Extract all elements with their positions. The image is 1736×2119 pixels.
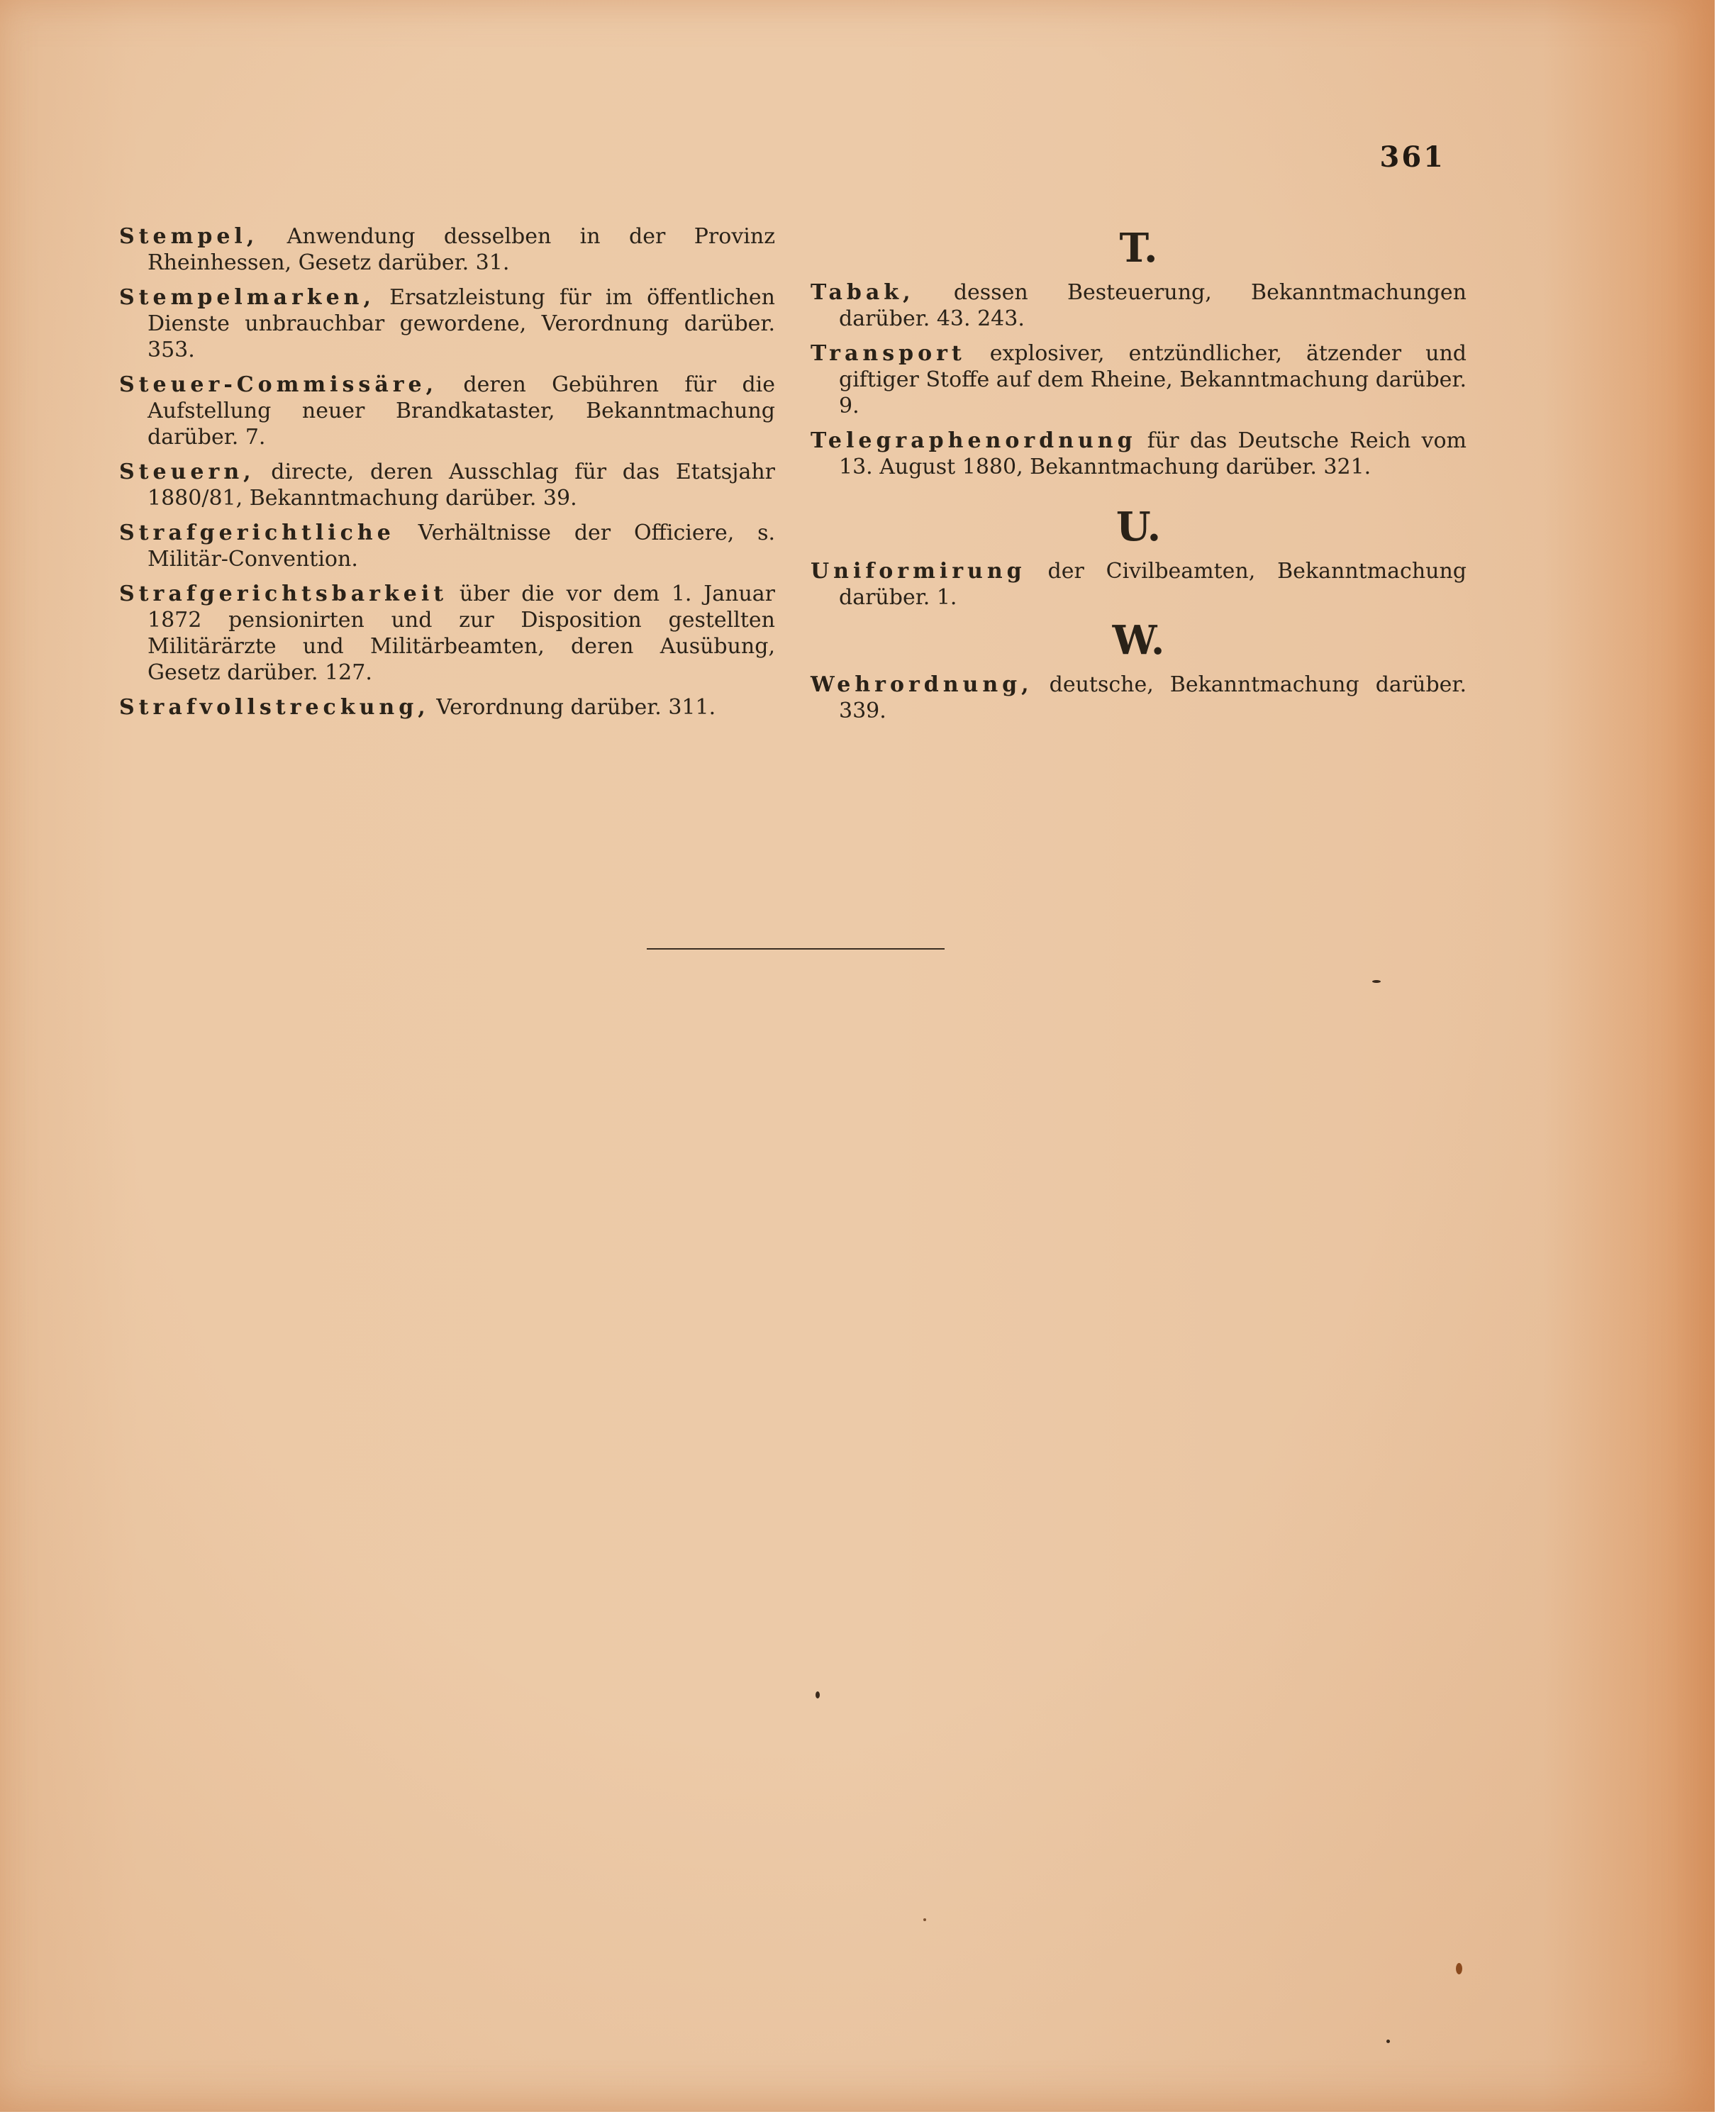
entry-text: der Civilbeamten, Bekanntmachung darüber. 1. [839,559,1467,610]
entry-headword: Steuer-Commissäre, [119,372,438,397]
entry-text: Anwendung desselben in der Provinz Rheinhessen, Gesetz darüber. 31. [148,224,775,275]
section-letter-heading: U. [1115,504,1162,550]
index-entry [119,694,775,721]
entry-text: für das Deutsche Reich vom 13. August 1880, Bekanntmachung darüber. 321. [839,428,1467,479]
entry-text: Ersatzleistung für im öffentlichen Dienste unbrauchbar gewordene, Verordnung darüber. 353. [148,285,775,362]
entry-text: explosiver, entzündlicher, ätzender und giftiger Stoffe auf dem Rheine, Bekanntmachung darüber. 9. [839,341,1467,418]
index-entry [811,428,1467,480]
index-entry [811,672,1467,724]
entry-headword: Strafvollstreckung, [119,695,430,720]
entry-headword: Strafgerichtsbarkeit [119,582,448,606]
entry-text: directe, deren Ausschlag für das Etatsjahr 1880/81, Bekanntmachung darüber. 39. [148,460,775,511]
index-entry [119,372,775,450]
index-entry [811,279,1467,332]
index-entry [119,459,775,511]
index-entry [119,223,775,276]
entry-headword: Stempel, [119,224,259,249]
entry-headword: Steuern, [119,460,255,484]
paper-speck [1386,2040,1390,2043]
index-entry [119,581,775,686]
index-column-right [811,226,1467,733]
paper-speck [1456,1963,1462,1974]
entry-headword: Telegraphenordnung [811,428,1137,453]
paper-speck [1372,980,1381,983]
end-rule-divider [647,948,945,950]
entry-headword: Tabak, [811,280,915,305]
index-entry [811,558,1467,611]
entry-headword: Strafgerichtliche [119,521,395,545]
index-column-left [119,223,775,729]
entry-text: deren Gebühren für die Aufstellung neuer Brandkataster, Bekanntmachung darüber. 7. [148,372,775,450]
entry-text: Verordnung darüber. 311. [429,695,716,720]
page-number: 361 [1379,140,1445,174]
entry-headword: Uniformirung [811,559,1026,584]
paper-speck [923,1918,926,1921]
entry-headword: Stempelmarken, [119,285,375,310]
entry-headword: Wehrordnung, [811,672,1033,697]
section-letter-heading: T. [1119,225,1158,272]
index-entry [119,284,775,363]
entry-text: dessen Besteuerung, Bekanntmachungen darüber. 43. 243. [839,280,1467,331]
paper-speck [816,1691,820,1698]
entry-text: Verhältnisse der Officiere, s. Militär-Convention. [148,521,775,572]
entry-headword: Transport [811,341,966,366]
index-entry [811,340,1467,419]
index-entry [119,520,775,572]
entry-text: über die vor dem 1. Januar 1872 pensionirten und zur Disposition gestellten Militärärzte und Militärbeamten, deren Ausübung, Gesetz darüber. 127. [148,582,775,685]
entry-text: deutsche, Bekanntmachung darüber. 339. [839,672,1467,723]
section-letter-heading: W. [1112,617,1165,664]
